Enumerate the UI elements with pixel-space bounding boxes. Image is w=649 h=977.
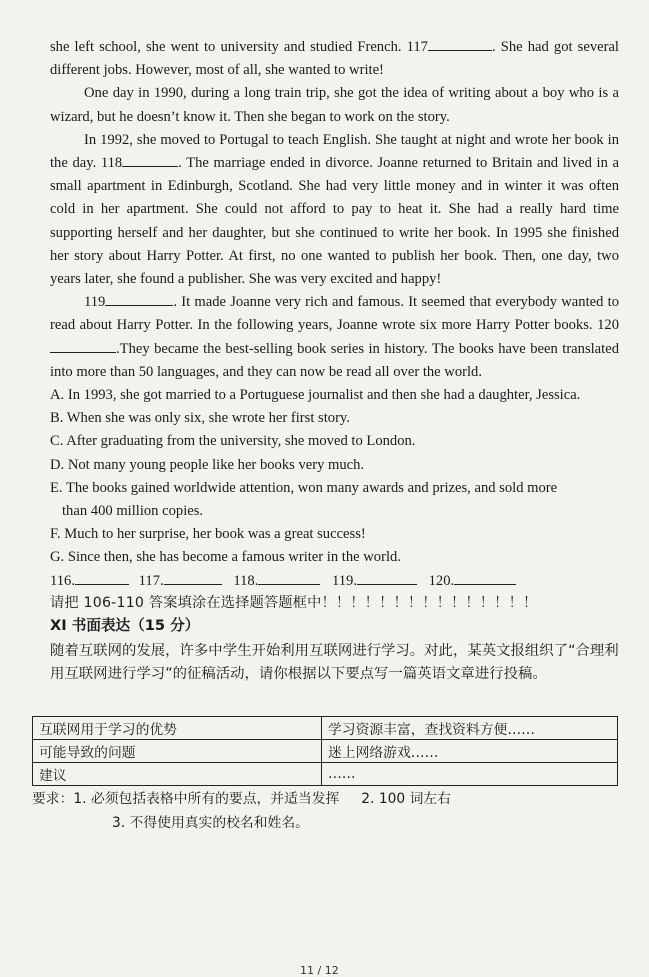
- answer-blank-118: [122, 152, 178, 167]
- answer-blank-119: [105, 291, 173, 306]
- answer-row: [50, 570, 619, 592]
- answer-sheet-notice: 请把 106-110 答案填涂在选择题答题框中！！！！！！！！！！！！！！！: [50, 594, 538, 611]
- option-e: E. The books gained worldwide attention, won many awards and prizes, and sold more than 400 million copies.: [50, 479, 558, 520]
- table-row: [33, 739, 618, 762]
- answer-field-117[interactable]: [164, 570, 222, 585]
- answer-label-117: 117.: [138, 572, 164, 589]
- table-cell: 互联网用于学习的优势: [33, 716, 322, 739]
- table-row: [33, 716, 618, 739]
- answer-label-118: 118.: [233, 572, 259, 589]
- writing-requirement-2: 3. 不得使用真实的校名和姓名。: [112, 814, 309, 831]
- writing-requirement-1: 要求：1. 必须包括表格中所有的要点，并适当发挥 2. 100 词左右: [32, 790, 451, 807]
- option-d: D. Not many young people like her books very much.: [50, 456, 365, 473]
- answer-label-120: 120.: [428, 572, 455, 589]
- option-c: C. After graduating from the university, she moved to London.: [50, 433, 416, 450]
- answer-field-116[interactable]: [75, 570, 129, 585]
- answer-field-119[interactable]: [357, 570, 417, 585]
- options-list: [50, 384, 619, 570]
- page-number: 11 / 12: [300, 964, 339, 977]
- table-row: [33, 762, 618, 785]
- answer-blank-120: [50, 338, 116, 353]
- answer-label-119: 119.: [331, 572, 357, 589]
- writing-points-table: [32, 716, 618, 786]
- option-a: A. In 1993, she got married to a Portuguese journalist and then she had a daughter, Jessica.: [50, 387, 581, 404]
- writing-section-title: XI 书面表达（15 分）: [50, 616, 200, 634]
- table-cell: ……: [322, 762, 618, 785]
- passage-paragraph-1: she left school, she went to university and studied French. 117 . She had got several different jobs. However, most of all, she wanted to write!: [50, 36, 619, 82]
- passage-paragraph-4: 119 . It made Joanne very rich and famous. It seemed that everybody wanted to read about Harry Potter. In the following years, Joanne wrote six more Harry Potter books. 120.They became the best-selling book series in history. The books have been translated into more than 50 languages, and they can now be read all over the world.: [50, 291, 619, 384]
- passage-paragraph-2: One day in 1990, during a long train trip, she got the idea of writing about a boy who is a wizard, but he doesn’t know it. Then she began to work on the story.: [50, 85, 619, 125]
- answer-field-118[interactable]: [258, 570, 320, 585]
- writing-task-description: 随着互联网的发展，许多中学生开始利用互联网进行学习。对此，某英文报组织了“合理利用互联网进行学习”的征稿活动，请你根据以下要点写一篇英语文章进行投稿。: [50, 642, 619, 682]
- table-cell: 建议: [33, 762, 322, 785]
- table-cell: 可能导致的问题: [33, 739, 322, 762]
- option-f: F. Much to her surprise, her book was a great success!: [50, 526, 366, 543]
- option-g: G. Since then, she has become a famous writer in the world.: [50, 549, 401, 566]
- passage-paragraph-3: In 1992, she moved to Portugal to teach English. She taught at night and wrote her book in the day. 118 . The marriage ended in divorce. Joanne returned to Britain and lived in a small apartment in Edinburgh, Scotland. She had very little money and in winter it was often cold in her apartment. She could not afford to pay to heat it. She had a really hard time supporting herself and her daughter, but she continued to write her book. In 1995 she finished her story about Harry Potter. At first, no one wanted to publish her book. Then, one day, two years later, she found a publisher. She was very excited and happy!: [50, 131, 619, 288]
- answer-label-116: 116.: [50, 572, 75, 589]
- table-cell: 学习资源丰富，查找资料方便……: [322, 716, 618, 739]
- option-b: B. When she was only six, she wrote her first story.: [50, 410, 350, 427]
- table-cell: 迷上网络游戏……: [322, 739, 618, 762]
- answer-blank-117: [428, 36, 492, 51]
- answer-field-120[interactable]: [454, 570, 516, 585]
